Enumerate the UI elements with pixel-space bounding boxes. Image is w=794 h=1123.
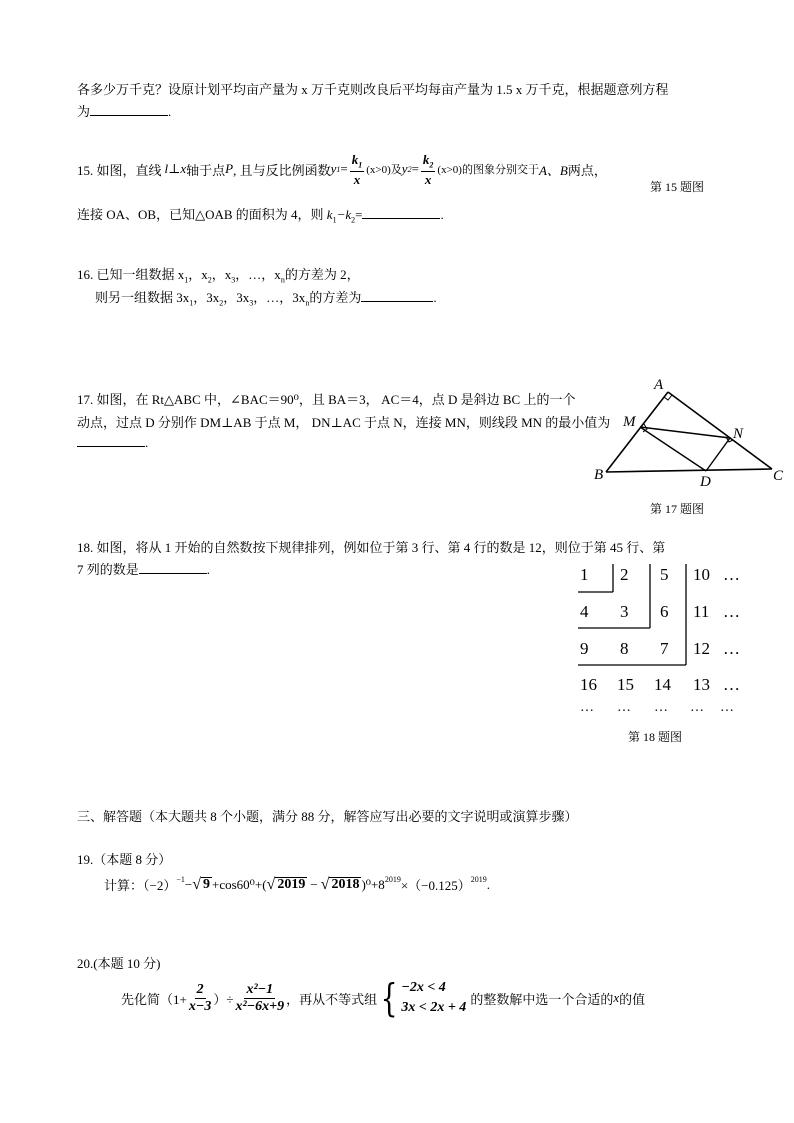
- q16-l1-mid2: ，x: [211, 267, 232, 282]
- q15-line2-text: 连接 OA、OB，已知△OAB 的面积为 4，则: [77, 207, 324, 222]
- q15-k2-sub: 2: [429, 160, 434, 170]
- q18-line2: [77, 559, 210, 578]
- grid-cell: 2: [620, 565, 629, 584]
- grid-cell: …: [723, 639, 740, 658]
- q16-l2-end: 的方差为: [309, 290, 362, 305]
- q20-expression: [121, 978, 645, 1018]
- q15-cond1: (x>0)及: [366, 164, 402, 177]
- grid-cell: …: [723, 675, 740, 694]
- q18-grid-lines: [570, 560, 770, 720]
- q18-number-grid: [570, 560, 770, 720]
- label-a: A: [654, 377, 664, 393]
- grid-cell: …: [580, 700, 594, 715]
- q16-l1-mid: ，x: [188, 267, 208, 282]
- q20-header: 20.(本题 10 分): [77, 956, 161, 971]
- grid-cell: 1: [580, 565, 589, 584]
- q18-answer-blank: [139, 561, 207, 574]
- side-ab: [606, 392, 668, 472]
- grid-cell: …: [690, 700, 704, 715]
- sqrt-icon: √: [192, 875, 201, 893]
- q15-y1-sub: 1: [336, 164, 341, 174]
- q15-k1-sub: 1: [358, 160, 363, 170]
- q19-exp2019b: 2019: [470, 875, 487, 884]
- label-d: D: [700, 474, 711, 490]
- q19-sqrt9: 9: [202, 877, 210, 892]
- q15-cond2: (x>0)的图象分别交于: [437, 164, 539, 177]
- side-ac: [668, 392, 772, 469]
- q16-l2-sub3: 3: [249, 298, 254, 308]
- left-brace-icon: {: [380, 976, 398, 1020]
- q19-header: 19.（本题 8 分）: [77, 852, 172, 867]
- q19-exp1: −1: [176, 875, 185, 884]
- grid-cell: 10: [693, 565, 710, 584]
- q17-line3: [77, 434, 148, 451]
- q16-l2-sub1: 1: [189, 298, 194, 308]
- q19-minus: −: [184, 876, 193, 892]
- grid-cell: …: [720, 700, 734, 715]
- grid-cell: 5: [660, 565, 669, 584]
- q19-end: .: [486, 876, 490, 892]
- q16-sub2: 2: [207, 275, 212, 285]
- q15-y1: y: [330, 161, 337, 177]
- q20-ineq1: −2x < 4: [401, 980, 446, 995]
- q15-k1: k: [326, 207, 333, 222]
- q15-den1: x: [353, 171, 361, 187]
- q20-frac2: [235, 983, 284, 1014]
- q16-l1-end: 的方差为 2，: [284, 267, 360, 282]
- grid-cell: 7: [660, 639, 669, 658]
- q20-end-a: 的整数解中选一个合适的: [470, 991, 614, 1007]
- grid-cell: 16: [580, 675, 597, 694]
- q14-line2-suffix: .: [168, 104, 172, 119]
- q20-frac1-den: x−3: [188, 998, 212, 1014]
- label-n: N: [733, 426, 744, 442]
- grid-cell: 4: [580, 602, 589, 621]
- q15-caption: 第 15 题图: [650, 180, 705, 194]
- q19-mid: −: [310, 876, 318, 892]
- q20-mid2: ，再从不等式组: [286, 991, 378, 1007]
- q16-tail: .: [433, 290, 437, 305]
- q15-text-d: 两点，: [567, 162, 607, 178]
- q19-times: ×（−0.125）: [400, 878, 471, 893]
- grid-cell: …: [654, 700, 668, 715]
- q20-inequality-system: [377, 978, 466, 1018]
- q17-line2: 动点，过点 D 分别作 DM⊥AB 于点 M， DN⊥AC 于点 N，连接 MN，则线段 MN 的最小值为: [77, 415, 611, 430]
- grid-cell: 15: [617, 675, 634, 694]
- q17-caption: 第 17 题图: [650, 502, 705, 516]
- q15-p: P: [225, 161, 234, 177]
- q19-expression: [104, 875, 490, 894]
- grid-cell: …: [723, 602, 740, 621]
- grid-cell: 8: [620, 639, 629, 658]
- q17-answer-blank: [77, 434, 145, 447]
- q15-k2: −k: [336, 207, 352, 222]
- q16-l2-prefix: 则另一组数据 3x: [95, 290, 190, 305]
- q15-k1: k: [351, 152, 359, 167]
- q18-end: .: [206, 562, 211, 577]
- q18-caption: 第 18 题图: [628, 730, 683, 744]
- q14-line1: 各多少万千克？设原计划平均亩产量为 x 万千克则改良后平均每亩产量为 1.5 x 万千克，根据题意列方程: [77, 82, 669, 97]
- q15-line1: [77, 153, 607, 186]
- grid-cell: 3: [620, 602, 629, 621]
- q15-line2: 连接 OA、OB，已知△OAB 的面积为 4，则 $k_1-k_2=$ .: [77, 207, 444, 225]
- q16-sub1: 1: [184, 275, 189, 285]
- q15-den2: x: [424, 171, 432, 187]
- q16-l2-sub2: 2: [219, 298, 224, 308]
- q15-answer-blank: [362, 206, 440, 219]
- q17-triangle-figure: [590, 372, 790, 497]
- q16-line1: [77, 264, 360, 285]
- q20-mid: ）÷: [213, 991, 234, 1007]
- side-bc: [606, 469, 772, 472]
- q15-y2-sub: 2: [407, 164, 412, 174]
- q16-sub3: 3: [231, 275, 236, 285]
- grid-cell: 13: [693, 675, 710, 694]
- q17-end: .: [145, 435, 149, 450]
- q15-eq2: =: [411, 161, 419, 177]
- q19-cos: +cos60⁰+(: [211, 876, 267, 892]
- grid-cell: 6: [660, 602, 669, 621]
- grid-cell: 9: [580, 639, 589, 658]
- q19-after: )⁰+8: [361, 876, 385, 892]
- q16-l2-mid: ，3x: [193, 290, 220, 305]
- q15-eq: =: [355, 207, 363, 222]
- q20-prefix: 先化简（1+: [121, 991, 187, 1007]
- q20-frac2-num: x²−1: [246, 981, 274, 997]
- sqrt-icon: √: [320, 875, 330, 893]
- q19-prefix: 计算：（−2）: [104, 878, 177, 893]
- q16-l1-mid3: ，…，x: [235, 267, 281, 282]
- q19-sqrt2019: 2019: [277, 877, 306, 892]
- q15-eq1: =: [340, 161, 348, 177]
- q18-line1: 18. 如图，将从 1 开始的自然数按下规律排列，例如位于第 3 行、第 4 行的数是 12，则位于第 45 行、第: [77, 540, 666, 555]
- grid-cell: …: [723, 565, 740, 584]
- q20-x: x: [613, 990, 620, 1005]
- grid-cell: 12: [693, 639, 710, 658]
- section3-title: 三、解答题（本大题共 8 个小题，满分 88 分，解答应写出必要的文字说明或演算步骤）: [77, 809, 578, 824]
- q15-ab: A、B: [538, 162, 568, 178]
- q16-line2: [95, 287, 437, 308]
- q20-ineq2: 3x < 2x + 4: [401, 1000, 467, 1015]
- q15-axis-text: 轴于点: [186, 162, 226, 178]
- q20-frac1: [189, 983, 211, 1014]
- label-c: C: [773, 468, 784, 484]
- q16-l2-subn: n: [305, 298, 310, 308]
- grid-cell: 14: [654, 675, 671, 694]
- q16-l2-mid2: ，3x: [223, 290, 250, 305]
- grid-cell: 11: [693, 602, 710, 621]
- q16-l2-mid3: ，…，3x: [253, 290, 306, 305]
- q14-answer-blank: [90, 103, 168, 116]
- q17-line1: 17. 如图，在 Rt△ABC 中，∠BAC＝90⁰，且 BA＝3， AC＝4，点 D 是斜边 BC 上的一个: [77, 392, 576, 407]
- q15-frac1: [350, 153, 365, 186]
- q15-end: .: [440, 207, 444, 222]
- q15-prefix: 15. 如图，直线: [77, 162, 162, 178]
- q14-line2: [77, 101, 171, 120]
- q16-l1-prefix: 16. 已知一组数据 x: [77, 267, 185, 282]
- q20-end-b: 的值: [619, 991, 646, 1007]
- q15-frac2: [421, 153, 436, 186]
- q15-x: x: [180, 161, 187, 177]
- segment-dn: [706, 438, 730, 471]
- q20-frac2-den: x²−6x+9: [235, 998, 285, 1014]
- label-m: M: [623, 414, 636, 430]
- label-b: B: [594, 467, 604, 483]
- q19-exp2019: 2019: [384, 875, 401, 884]
- q18-l2-prefix: 7 列的数是: [77, 562, 139, 577]
- q15-l: l: [164, 161, 169, 177]
- q15-y2: y: [401, 161, 408, 177]
- q15-perp: ⊥: [168, 161, 181, 177]
- sqrt-icon: √: [266, 875, 276, 893]
- q20-frac1-num: 2: [196, 981, 204, 997]
- q15-func-text: , 且与反比例函数: [233, 162, 331, 178]
- q19-sqrt2018: 2018: [331, 877, 360, 892]
- q16-subn: n: [280, 275, 285, 285]
- q14-line2-prefix: 为: [77, 104, 91, 119]
- grid-cell: …: [617, 700, 631, 715]
- q15-k2: k: [422, 152, 430, 167]
- q16-answer-blank: [361, 289, 433, 302]
